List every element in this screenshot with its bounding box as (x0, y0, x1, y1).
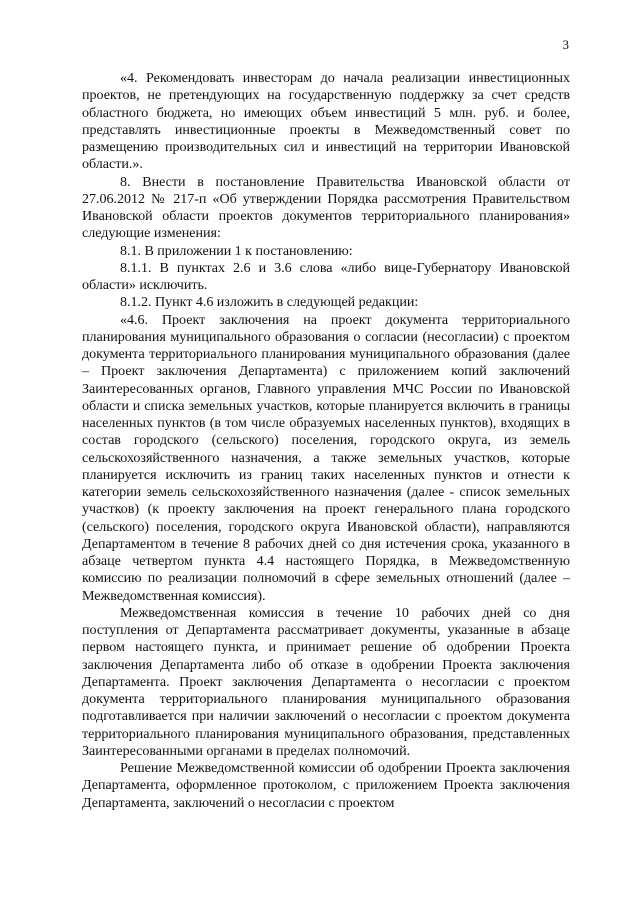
paragraph-item-8-1-1: 8.1.1. В пунктах 2.6 и 3.6 слова «либо вице-Губернатору Ивановской области» исключить. (82, 259, 570, 293)
paragraph-item-4-6: «4.6. Проект заключения на проект документа территориального планирования муниципального образования о согласии (несогласии) с проектом документа территориального планирования муниципального образования (далее – Проект заключения Департамента) с приложением копий заключений Заинтересованных органов, Главного управления МЧС России по Ивановской области и списка земельных участков, которые планируется включить в границы населенных пунктов (в том числе образуемых населенных пунктов), входящих в состав городского (сельского) поселения, городского округа, из земель сельскохозяйственного назначения, а также земельных участков, которые планируется исключить из границ таких населенных пунктов и отнести к категории земель сельскохозяйственного назначения (далее - список земельных участков) (к проекту заключения на проект генерального плана городского (сельского) поселения, городского округа Ивановской области), направляются Департаментом в течение 8 рабочих дней со дня истечения срока, указанного в абзаце четвертом пункта 4.4 настоящего Порядка, в Межведомственную комиссию по реализации полномочий в сфере земельных отношений (далее – Межведомственная комиссия). (82, 311, 570, 604)
paragraph-item-8: 8. Внести в постановление Правительства Ивановской области от 27.06.2012 № 217-п «Об утверждении Порядка рассмотрения Правительством Ивановской области проектов документов территориального планирования» следующие изменения: (82, 173, 570, 242)
paragraph-item-8-1-2: 8.1.2. Пункт 4.6 изложить в следующей редакции: (120, 294, 419, 311)
document-body (82, 70, 570, 812)
paragraph-commission-review: Межведомственная комиссия в течение 10 рабочих дней со дня поступления от Департамента рассматривает документы, указанные в абзаце первом настоящего пункта, и принимает решение об одобрении Проекта заключения Департамента либо об отказе в одобрении Проекта заключения Департамента. Проект заключения Департамента о несогласии с проектом документа территориального планирования муниципального образования подготавливается при наличии заключений о несогласии с проектом документа территориального планирования муниципального образования, представленных Заинтересованными органами в пределах полномочий. (82, 604, 570, 759)
page-number: 3 (562, 37, 569, 52)
paragraph-commission-decision: Решение Межведомственной комиссии об одобрении Проекта заключения Департамента, оформленное протоколом, с приложением Проекта заключения Департамента, заключений о несогласии с проектом (82, 760, 570, 811)
paragraph-item-8-1: 8.1. В приложении 1 к постановлению: (120, 242, 353, 259)
paragraph-investors-recommendation: «4. Рекомендовать инвесторам до начала реализации инвестиционных проектов, не претендующих на государственную поддержку за счет средств областного бюджета, но имеющих объем инвестиций 5 млн. руб. и более, представлять инвестиционные проекты в Межведомственный совет по размещению производительных сил и инвестиций на территории Ивановской области.». (82, 70, 570, 173)
